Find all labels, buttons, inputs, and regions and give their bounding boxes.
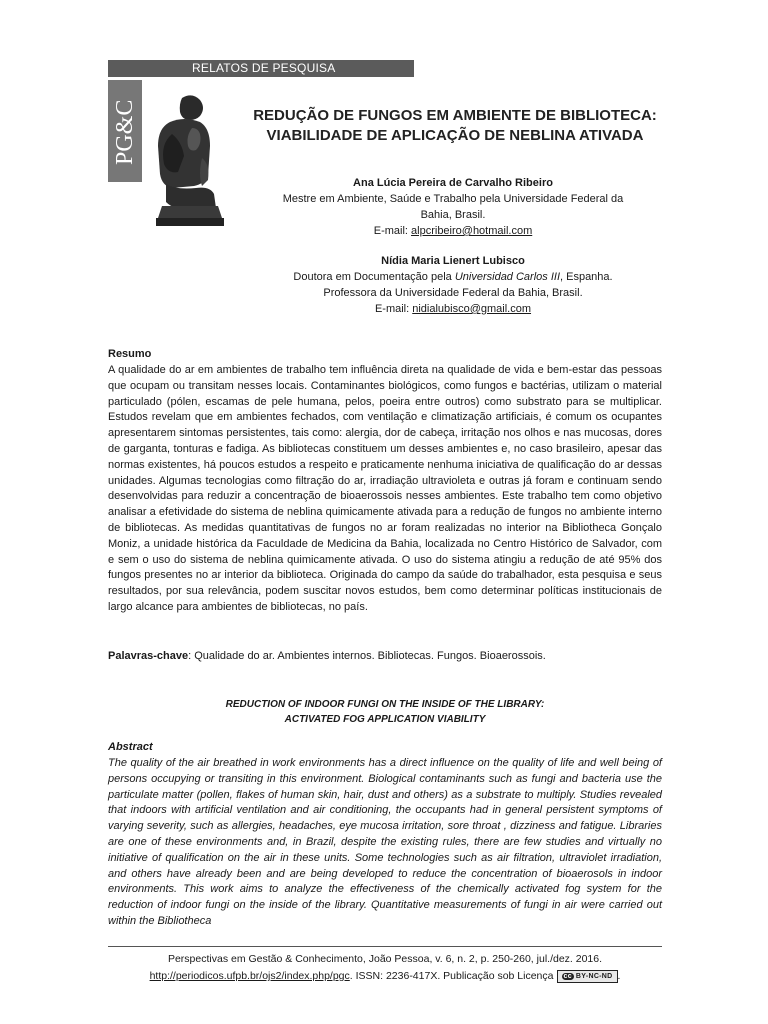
author-2 [232, 253, 674, 317]
thinker-statue-icon [142, 88, 232, 228]
author-2-email-line [232, 301, 674, 317]
logo-band [108, 80, 142, 182]
cc-license-icon[interactable] [557, 970, 618, 983]
footer-citation: Perspectivas em Gestão & Conhecimento, João Pessoa, v. 6, n. 2, p. 250-260, jul./dez. 2016. [167, 953, 603, 965]
author-1 [232, 175, 674, 239]
author-1-email-line [232, 223, 674, 239]
cc-license-label: BY-NC-ND [575, 972, 613, 980]
english-title [108, 697, 662, 727]
author-2-email-label: E-mail: [374, 303, 410, 315]
footer-license-line [108, 968, 662, 985]
english-title-line-2: ACTIVATED FOG APPLICATION VIABILITY [284, 714, 486, 725]
author-1-email-link[interactable]: alpcribeiro@hotmail.com [411, 225, 533, 237]
footer-divider [108, 946, 662, 947]
page-footer [108, 951, 662, 985]
article-title [240, 106, 670, 146]
keywords-label: Palavras-chave [108, 650, 189, 662]
english-title-line-1: REDUCTION OF INDOOR FUNGI ON THE INSIDE OF THE LIBRARY: [225, 699, 545, 710]
keywords-text: : Qualidade do ar. Ambientes internos. Bibliotecas. Fungos. Bioaerossois. [188, 650, 546, 662]
journal-url-link[interactable]: http://periodicos.ufpb.br/ojs2/index.php/pgc [149, 970, 350, 982]
author-2-affiliation-1a: Doutora em Documentação pela [293, 271, 455, 283]
author-2-affiliation-2: Professora da Universidade Federal da Bahia, Brasil. [323, 287, 583, 299]
author-1-email-label: E-mail: [373, 225, 408, 237]
footer-period: . [617, 970, 621, 982]
logo-text: PG&C [112, 99, 138, 165]
cc-mark: cc [563, 972, 572, 980]
author-2-university: Universidad Carlos III [454, 271, 560, 283]
abstract-heading: Abstract [108, 741, 153, 753]
author-1-name: Ana Lúcia Pereira de Carvalho Ribeiro [353, 177, 553, 189]
keywords [108, 649, 662, 665]
section-label: RELATOS DE PESQUISA [108, 60, 414, 77]
journal-logo [108, 80, 232, 228]
resumo-text: A qualidade do ar em ambientes de trabalho tem influência direta na qualidade de vida e bem-estar das pessoas que ocupam ou transitam nesses locais. Contaminantes biológicos, como fungos e bactérias, utilizam o material particulado (pólen, escamas de pele humana, pelos, poeira entre outros) como substrato para se multiplicar. Estudos revelam que em ambientes fechados, com ventilação e climatização artificiais, é comum os ocupantes apresentarem sintomas persistentes, tais como: alergia, dor de cabeça, irritação nos olhos e nas mucosas, dores de garganta, tonturas e fadiga. As bibliotecas constituem um desses ambientes e, no caso brasileiro, apesar das normas existentes, há poucos estudos a respeito e praticamente nenhuma iniciativa de qualificação do ar dessas unidades. Algumas tecnologias como filtração do ar, irradiação ultravioleta e outras já foram e continuam sendo desenvolvidas para reduzir a concentração de bioaerossois nesses ambientes. Este trabalho tem como objetivo analisar a efetividade do sistema de neblina quimicamente ativada para a redução de fungos no ambiente interno de bibliotecas. As medidas quantitativas de fungos no ar foram realizadas no interior na Bibliotheca Gonçalo Moniz, a unidade histórica da Faculdade de Medicina da Bahia, localizada no Centro Histórico de Salvador, com e sem o uso do sistema de neblina quimicamente ativada. O uso do sistema atingiu a redução de até 95% dos fungos presentes no ar interior da biblioteca. Originada do campo da saúde do trabalhador, esta pesquisa e seus resultados, por sua relevância, podem suscitar novos estudos, bem como determinar políticas institucionais de largo alcance para ambientes de bibliotecas, no país. [108, 364, 662, 613]
footer-issn: . ISSN: 2236-417X. Publicação sob Licença [349, 970, 554, 982]
author-1-affiliation-1: Mestre em Ambiente, Saúde e Trabalho pela Universidade Federal da [282, 193, 624, 205]
author-1-affiliation-2: Bahia, Brasil. [420, 209, 486, 221]
title-line-2: VIABILIDADE DE APLICAÇÃO DE NEBLINA ATIVADA [266, 127, 644, 144]
abstract-text: The quality of the air breathed in work environments has a direct influence on the quality of life and well being of persons occupying or transiting in this environment. Biological contaminants such as fungi and bacteria use the particulate matter (pollen, flakes of human skin, hair, dust and others) as a substrate to multiply. Studies revealed that indoors with artificial ventilation and air conditioning, the occupants had in general persistent symptoms of varying severity, such as allergies, headaches, eye mucosa irritation, sore throat , dizziness and fatigue. Libraries are one of these environments and, in Brazil, despite the existing rules, there are few studies and virtually no initiative of qualification on the air in these units. Some technologies such as air filtration, ultraviolet irradiation, and others have already been and are being developed to reduce the concentration of bioaerosols in indoor environments. This work aims to analyze the effectiveness of the chemically activated fog system for the reduction of indoor fungi on the inside of the library. Quantitative measurements of fungi in air were carried out within the Bibliotheca [108, 757, 662, 927]
author-2-email-link[interactable]: nidialubisco@gmail.com [412, 303, 532, 315]
author-2-name: Nídia Maria Lienert Lubisco [381, 255, 525, 267]
title-line-1: REDUÇÃO DE FUNGOS EM AMBIENTE DE BIBLIOTECA: [253, 107, 657, 124]
author-2-affiliation-1 [232, 269, 674, 285]
resumo-heading: Resumo [108, 348, 152, 360]
author-2-affiliation-1c: , Espanha. [560, 271, 613, 283]
